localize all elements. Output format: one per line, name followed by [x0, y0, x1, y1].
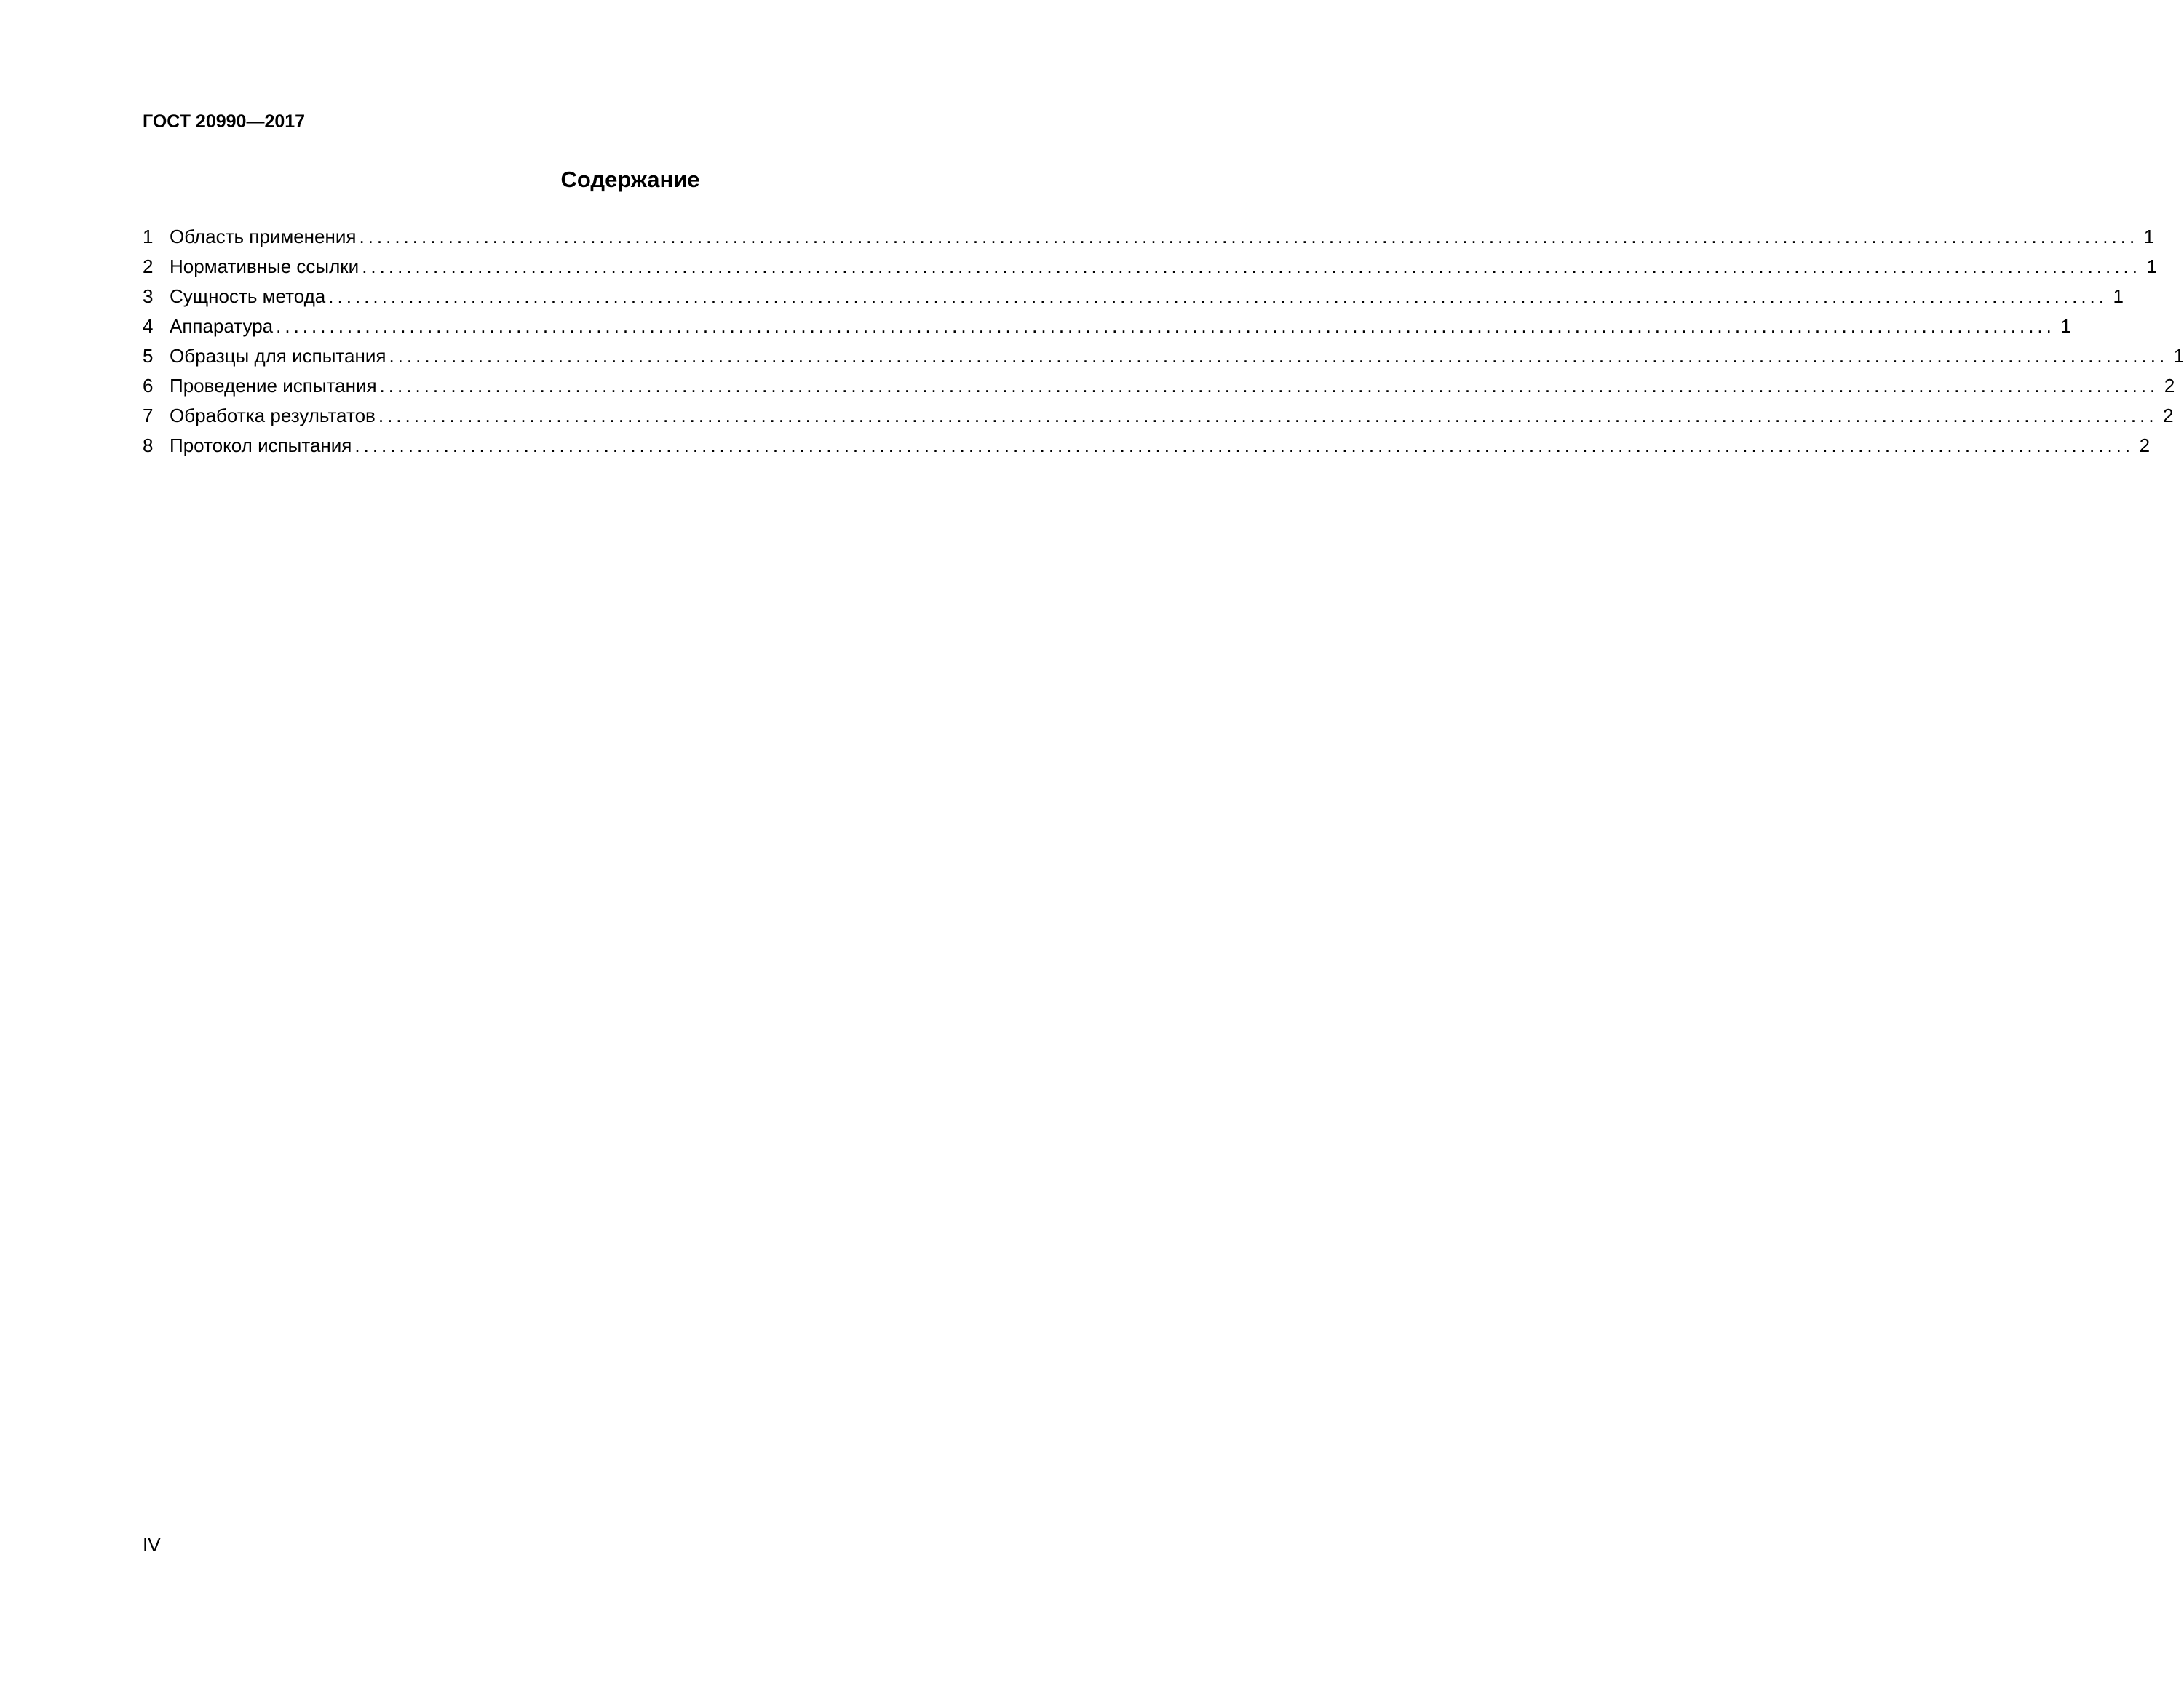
- toc-entry-label: Сущность метода: [170, 285, 326, 307]
- toc-entry[interactable]: [143, 433, 2151, 463]
- toc-entry-number: 6: [143, 375, 154, 397]
- toc-entry-label: Область применения: [170, 226, 357, 247]
- toc-entry-page: 1: [2143, 226, 2155, 247]
- toc-entry-page: 1: [2173, 345, 2184, 367]
- page-number: IV: [143, 1534, 161, 1556]
- toc-leader-dots: ........................................................................................................................................................................................................: [328, 285, 2108, 307]
- toc-leader-dots: ........................................................................................................................................................................................................: [359, 226, 2139, 247]
- toc-entry[interactable]: [143, 254, 2157, 284]
- toc-entry-label: Образцы для испытания: [170, 345, 386, 367]
- document-code: ГОСТ 20990—2017: [143, 111, 306, 132]
- toc-entry-number: 1: [143, 226, 154, 247]
- toc-entry[interactable]: [143, 284, 2124, 314]
- toc-entry-label: Аппаратура: [170, 315, 274, 337]
- toc-leader-dots: ........................................................................................................................................................................................................: [354, 434, 2135, 456]
- toc-entry-number: 5: [143, 345, 154, 367]
- toc-entry-number: 8: [143, 434, 154, 456]
- toc-entry-page: 1: [2146, 255, 2157, 277]
- toc-leader-dots: ........................................................................................................................................................................................................: [276, 315, 2055, 337]
- toc-entry-page: 2: [2164, 375, 2175, 397]
- toc-title: Содержание: [560, 167, 700, 192]
- table-of-contents: [143, 224, 2184, 463]
- toc-entry-number: 3: [143, 285, 154, 307]
- toc-entry-label: Проведение испытания: [170, 375, 377, 397]
- toc-entry[interactable]: [143, 403, 2174, 433]
- toc-entry-number: 4: [143, 315, 154, 337]
- toc-entry[interactable]: [143, 373, 2175, 403]
- toc-entry-number: 7: [143, 405, 154, 426]
- toc-leader-dots: ........................................................................................................................................................................................................: [389, 345, 2169, 367]
- toc-entry-number: 2: [143, 255, 154, 277]
- toc-entry[interactable]: [143, 343, 2184, 373]
- toc-entry-page: 2: [2139, 434, 2151, 456]
- toc-leader-dots: ........................................................................................................................................................................................................: [379, 375, 2159, 397]
- toc-leader-dots: ........................................................................................................................................................................................................: [378, 405, 2158, 426]
- toc-entry-label: Протокол испытания: [170, 434, 352, 456]
- toc-entry-page: 2: [2163, 405, 2174, 426]
- toc-entry[interactable]: [143, 224, 2155, 254]
- toc-entry-page: 1: [2060, 315, 2071, 337]
- toc-entry-label: Нормативные ссылки: [170, 255, 360, 277]
- toc-leader-dots: ........................................................................................................................................................................................................: [362, 255, 2141, 277]
- toc-entry[interactable]: [143, 314, 2071, 343]
- toc-entry-page: 1: [2113, 285, 2124, 307]
- toc-entry-label: Обработка результатов: [170, 405, 376, 426]
